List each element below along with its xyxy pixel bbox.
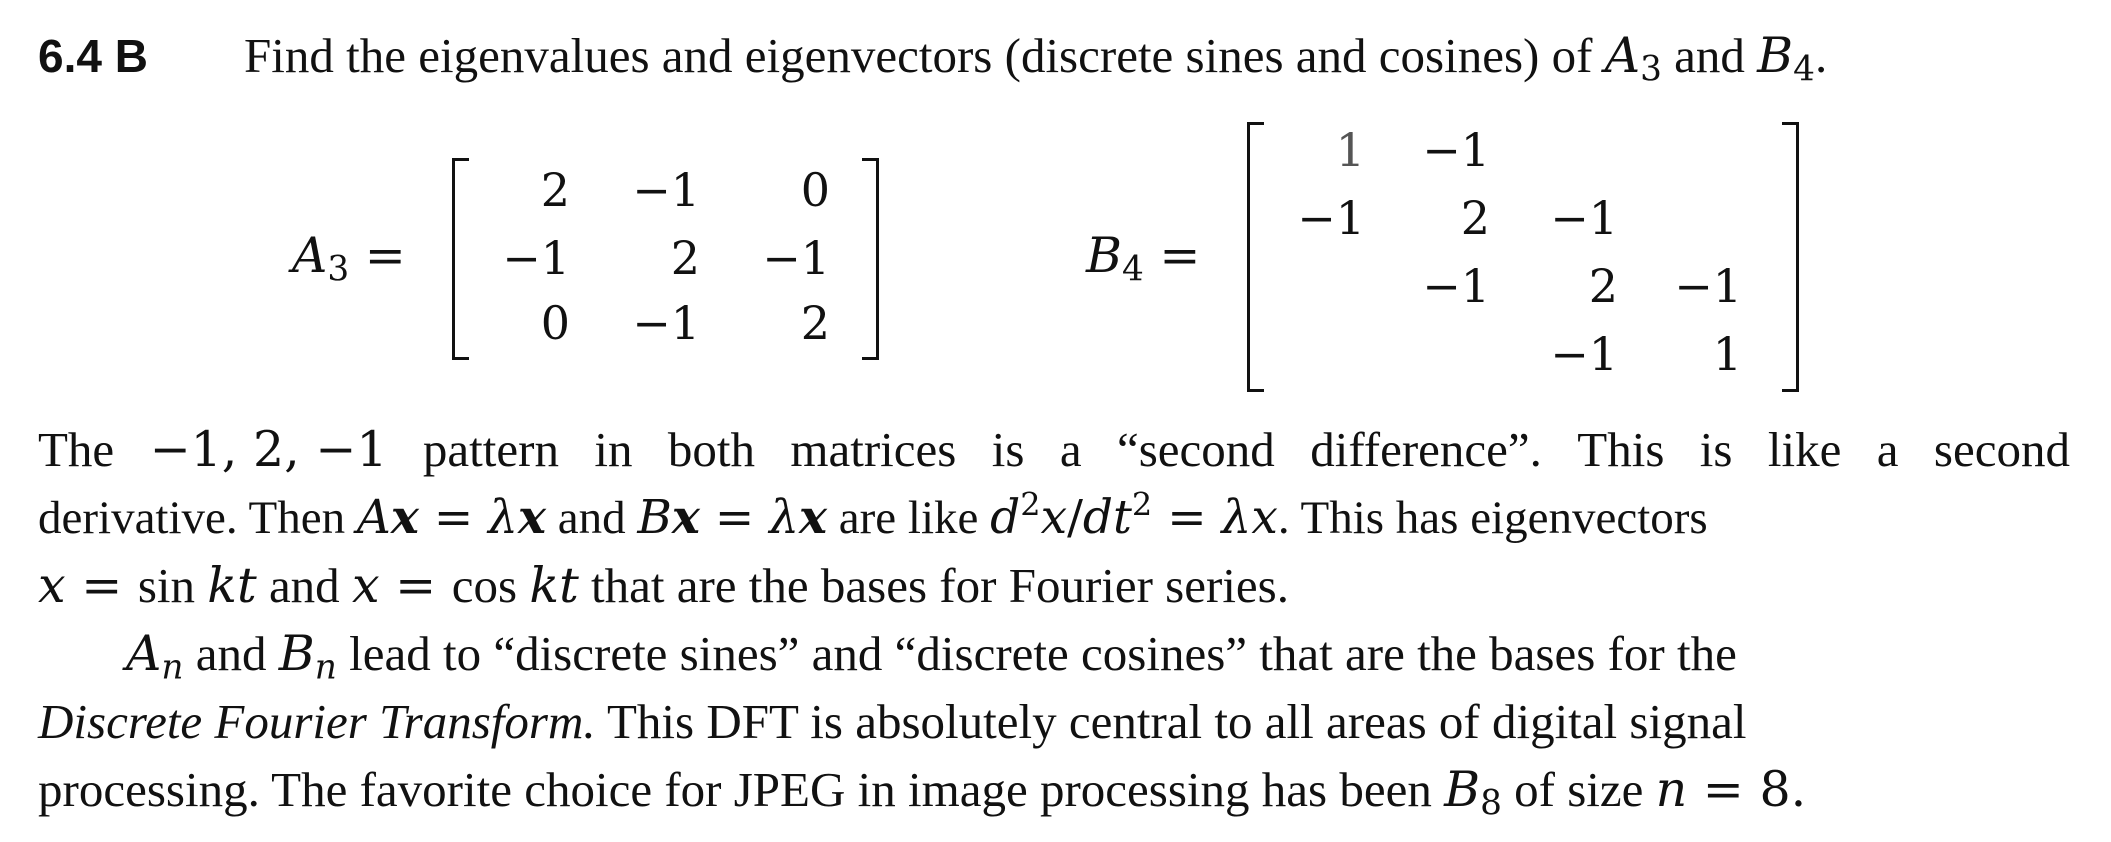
text: . This has eigenvectors — [1277, 492, 1708, 544]
word: both — [667, 422, 755, 477]
word: like — [1767, 422, 1842, 477]
math-a: A — [356, 490, 391, 545]
word: a — [1876, 422, 1899, 477]
matrix-b4-subscript: 4 — [1122, 249, 1144, 290]
math-kt: kt — [207, 557, 257, 614]
matrix-b4-cell: 2 — [1588, 259, 1618, 313]
math-x-bold: x — [517, 490, 546, 545]
math-d: d — [990, 490, 1021, 545]
text: and — [183, 626, 279, 681]
a3-subscript: 3 — [1640, 49, 1662, 90]
text: and — [545, 492, 638, 544]
matrix-b4-cell: 1 — [1335, 123, 1365, 177]
math-b: B — [637, 490, 672, 545]
prompt-text: Find the eigenvalues and eigenvectors (discrete sines and cosines) of — [244, 28, 1605, 83]
paragraph-1-line-1 — [38, 420, 2070, 480]
math-b: B — [1444, 761, 1481, 818]
math-equals: = — [1152, 490, 1222, 545]
matrix-b4-label — [1086, 226, 1201, 290]
matrix-a3-cell: 2 — [540, 163, 570, 217]
matrix-b4-left-bracket — [1247, 122, 1264, 392]
text: processing. The favorite choice for JPEG in image processing has been — [38, 762, 1445, 817]
math-lambda: λ — [769, 490, 799, 545]
math-subscript: n — [314, 647, 337, 688]
word: −1, 2, −1 — [149, 421, 388, 478]
matrix-b4-cell: −1 — [1550, 191, 1618, 245]
math-kt: kt — [529, 557, 579, 614]
word: pattern — [422, 422, 559, 477]
word: This — [1577, 422, 1665, 477]
word: is — [1699, 422, 1733, 477]
matrix-a3-cell: −1 — [632, 296, 700, 350]
matrix-a3-cell: 2 — [670, 231, 700, 285]
matrix-a3-cell: −1 — [762, 231, 830, 285]
math-x: x — [1040, 490, 1068, 545]
paragraph-1-line-3 — [38, 556, 2070, 616]
math-equals: = — [1687, 761, 1760, 818]
word: a — [1059, 422, 1082, 477]
math-lambda: λ — [488, 490, 518, 545]
word: difference”. — [1310, 422, 1542, 477]
text-italic: Discrete Fourier Transform. — [38, 694, 596, 749]
math-b: B — [278, 625, 315, 682]
prompt-and: and — [1661, 28, 1758, 83]
matrix-b4-cell: −1 — [1297, 191, 1365, 245]
math-x: x — [38, 557, 66, 614]
math-x-bold: x — [390, 490, 419, 545]
matrix-a3-subscript: 3 — [327, 249, 350, 290]
matrix-b4-cell: −1 — [1422, 259, 1490, 313]
math-sin: sin — [137, 558, 208, 613]
math-x: x — [1251, 490, 1278, 545]
word: in — [594, 422, 633, 477]
word: The — [38, 422, 115, 477]
text: derivative. Then — [38, 492, 357, 544]
matrix-b4-right-bracket — [1782, 122, 1799, 392]
math-equals: = — [699, 490, 770, 545]
math-slash: / — [1067, 490, 1083, 545]
problem-prompt — [244, 26, 1828, 90]
matrix-b4-cell: 1 — [1712, 327, 1742, 381]
word: “second — [1116, 422, 1275, 477]
matrix-a3-label — [292, 226, 406, 290]
matrix-b4-cell: −1 — [1674, 259, 1742, 313]
text: This DFT is absolutely central to all areas of digital signal — [595, 694, 1747, 749]
matrix-a3-left-bracket — [452, 158, 469, 360]
text: are like — [827, 492, 991, 544]
paragraph-2-line-1 — [38, 624, 2070, 688]
matrix-a3-cell: 0 — [800, 163, 830, 217]
matrix-a3-right-bracket — [862, 158, 879, 360]
problem-number: 6.4 B — [38, 30, 148, 82]
prompt-end: . — [1815, 28, 1828, 83]
math-superscript: 2 — [1131, 485, 1153, 524]
math-x: x — [351, 557, 380, 614]
text: lead to “discrete sines” and “discrete cosines” that are the bases for the — [336, 626, 1737, 681]
math-n: n — [1655, 761, 1688, 818]
matrix-b4-symbol: B — [1086, 227, 1123, 284]
word: second — [1933, 422, 2070, 477]
math-subscript: n — [161, 647, 184, 688]
b4-subscript: 4 — [1793, 49, 1815, 90]
matrix-b4-cell: −1 — [1422, 123, 1490, 177]
text: that are the bases for Fourier series. — [578, 558, 1290, 613]
math-equals: = — [65, 557, 138, 614]
paragraph-2-line-2 — [38, 692, 2070, 752]
matrix-a3-cell: 0 — [540, 296, 570, 350]
a3-symbol: A — [1604, 27, 1641, 84]
paragraph-2-line-3 — [38, 760, 2070, 824]
text: and — [256, 558, 352, 613]
math-equals: = — [379, 557, 452, 614]
word: is — [991, 422, 1025, 477]
math-dt: dt — [1082, 490, 1132, 545]
math-a: A — [126, 625, 162, 682]
math-x-bold: x — [798, 490, 828, 545]
text: of size — [1501, 762, 1656, 817]
math-superscript: 2 — [1020, 485, 1041, 524]
matrix-a3-cell: 2 — [800, 296, 830, 350]
math-x-bold: x — [671, 490, 700, 545]
matrix-b4-cell: −1 — [1550, 327, 1618, 381]
matrix-b4-equals: = — [1159, 227, 1201, 284]
matrix-b4-cell: 2 — [1460, 191, 1490, 245]
matrix-a3-symbol: A — [292, 227, 328, 284]
matrix-a3-cell: −1 — [632, 163, 700, 217]
math-subscript: 8 — [1480, 783, 1502, 824]
matrix-a3-cell: −1 — [502, 231, 570, 285]
word: matrices — [790, 422, 957, 477]
b4-symbol: B — [1757, 27, 1794, 84]
paragraph-1-line-2 — [38, 485, 2070, 548]
math-value: 8. — [1759, 761, 1807, 818]
math-lambda: λ — [1221, 490, 1252, 545]
matrix-a3-equals: = — [364, 227, 406, 284]
math-equals: = — [418, 490, 489, 545]
math-cos: cos — [451, 558, 530, 613]
